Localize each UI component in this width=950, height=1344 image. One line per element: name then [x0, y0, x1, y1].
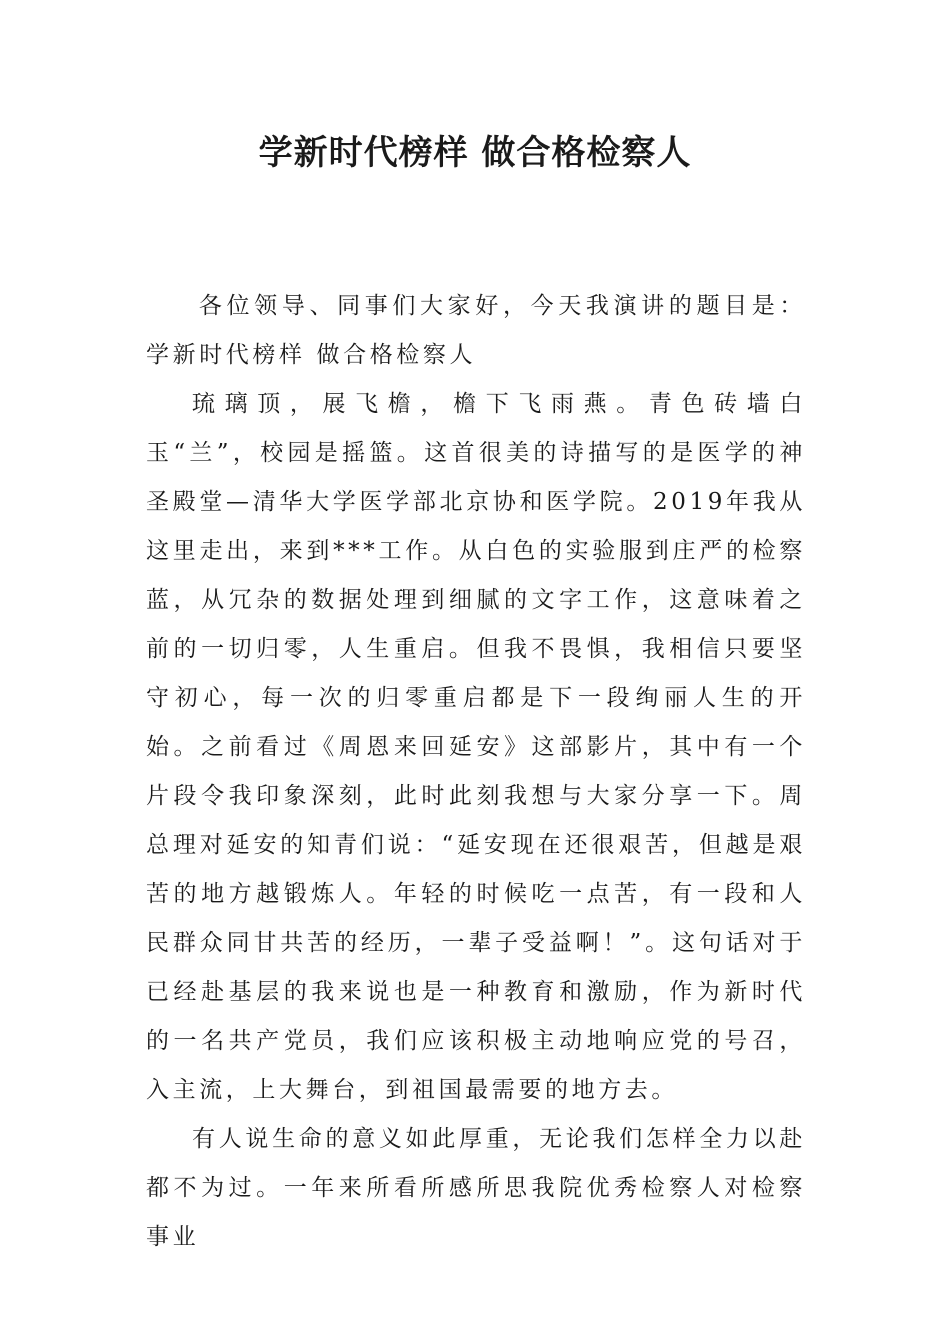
document-body — [146, 282, 806, 1262]
paragraph-greeting: 各位领导、同事们大家好，今天我演讲的题目是：学新时代榜样 做合格检察人 — [146, 293, 806, 368]
paragraph-main: 琉璃顶，展飞檐，檐下飞雨燕。青色砖墙白玉“兰”，校园是摇篮。这首很美的诗描写的是医学的神圣殿堂—清华大学医学部北京协和医学院。2019年我从这里走出，来到***工作。从白色的实验服到庄严的检察蓝，从冗杂的数据处理到细腻的文字工作，这意味着之前的一切归零，人生重启。但我不畏惧，我相信只要坚守初心，每一次的归零重启都是下一段绚丽人生的开始。之前看过《周恩来回延安》这部影片，其中有一个片段令我印象深刻，此时此刻我想与大家分享一下。周总理对延安的知青们说：“延安现在还很艰苦，但越是艰苦的地方越锻炼人。年轻的时候吃一点苦，有一段和人民群众同甘共苦的经历，一辈子受益啊！”。这句话对于已经赴基层的我来说也是一种教育和激励，作为新时代的一名共产党员，我们应该积极主动地响应党的号召，入主流，上大舞台，到祖国最需要的地方去。 — [146, 391, 806, 1103]
document-title: 学新时代榜样 做合格检察人 — [258, 133, 692, 173]
paragraph-closing: 有人说生命的意义如此厚重，无论我们怎样全力以赴都不为过。一年来所看所感所思我院优秀检察人对检察事业 — [146, 1126, 806, 1250]
